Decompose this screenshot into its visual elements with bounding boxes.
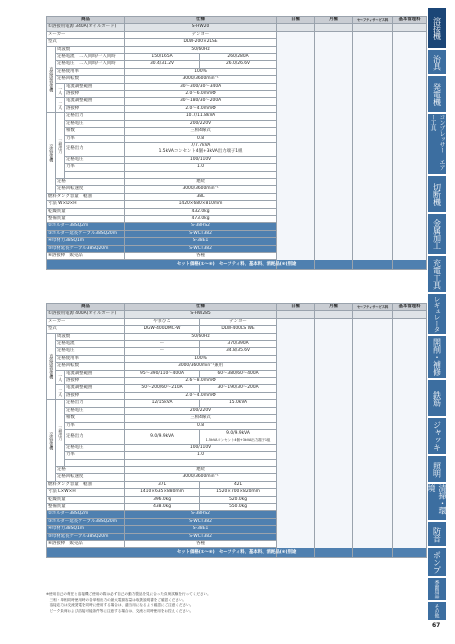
option-row: ②ホルダー38SQ2m S-38HS2 bbox=[47, 223, 427, 230]
table-row: 一人 電流調整範囲 95〜390/110〜400A 60〜380/60〜400A bbox=[47, 370, 427, 377]
tab-cleaning[interactable]: 清掃・環境 bbox=[428, 484, 446, 520]
set-price-row: セット価格(①〜⑥) セーフティ料、基本料、消耗品(⑥)別途 bbox=[47, 260, 427, 270]
table-row: 定格回転数 3000/3600min⁻¹ bbox=[47, 76, 427, 83]
table-row: 定格電圧 100/110V bbox=[47, 444, 427, 451]
tab-cordless[interactable]: 充電工具 bbox=[428, 256, 446, 292]
table-row: 溶接棒 2.0〜4.0mmΦ bbox=[47, 105, 427, 112]
table-row: 燃料タンク容量 軽油 37L 42L bbox=[47, 481, 427, 488]
table-row: 型式 DGW-400DMC-W DLW-400LS WE bbox=[47, 326, 427, 333]
tab-regulator[interactable]: レギュレータ bbox=[428, 294, 446, 334]
table-row: 燃料タンク容量 軽油 38L bbox=[47, 193, 427, 200]
table-row: 定格電圧 二人同時/一人同時 30.4/31.2V 26.0/26.6V bbox=[47, 61, 427, 68]
table-row: 一人 電流調整範囲 30〜300/30〜340A bbox=[47, 83, 427, 90]
option-row: ⑤母材延長ケーブル38SQ20m S-WCT382 bbox=[47, 533, 427, 540]
table-row: 定格電流 ー 370/390A bbox=[47, 341, 427, 348]
option-row: ③ホルダー延長ケーブル38SQ20m S-WCT382 bbox=[47, 230, 427, 237]
table-row: 定格使用率 100% bbox=[47, 355, 427, 362]
table-row: 交流発電機 三相出力 定格出力 10.7/11.8kVA bbox=[47, 113, 427, 120]
spec-table-340a bbox=[46, 16, 427, 270]
table-row: 定格出力 7/7.7kVA 1.5kVAコンセント4個+3kVA出力端子1組 bbox=[47, 142, 427, 156]
option-row: ④母材力38SQ1m S-38E1 bbox=[47, 526, 427, 533]
option-row: ⑥溶接棒 販売品 各種 bbox=[47, 252, 427, 259]
tab-excavation[interactable]: 開削・補修 bbox=[428, 336, 446, 378]
product-name: ①溶接用電源 340A(オイルガード) bbox=[47, 24, 125, 31]
table-row: 溶接棒 2.0〜6.0mmΦ bbox=[47, 91, 427, 98]
table-row: 溶接棒 2.6〜8.0mmΦ bbox=[47, 378, 427, 385]
product-code: S-HW285 bbox=[125, 311, 277, 318]
table-row: 直流溶接発電機 周波数 50/60Hz bbox=[47, 333, 427, 340]
tab-metalwork[interactable]: 金属加工 bbox=[428, 214, 446, 254]
table-row: 定格 連続 bbox=[47, 466, 427, 473]
table-row: 定格使用率 100% bbox=[47, 68, 427, 75]
option-row: ⑤母材延長ケーブル38SQ20m S-WCT382 bbox=[47, 245, 427, 252]
table-row: 乾燥質量 396.0kg 520.0kg bbox=[47, 496, 427, 503]
table-row: 整備質量 473.0kg bbox=[47, 215, 427, 222]
table-row: 定格電流 二人同時/一人同時 150/165A 260/280A bbox=[47, 54, 427, 61]
tab-jig[interactable]: 治具 bbox=[428, 50, 446, 74]
tab-compressor[interactable]: コンプレッサー エアー工具 bbox=[428, 114, 446, 174]
tab-others[interactable]: その他 bbox=[428, 602, 446, 620]
table-row: 定格回転数 3000/3600min⁻¹兼用 bbox=[47, 363, 427, 370]
table-row: 二人 電流調整範囲 30〜180/30〜200A bbox=[47, 98, 427, 105]
footnotes: ※使用自己の責任と溶接機ご使用の際は必ず自己の動力製品を見に合った負荷試験を行ってください。 三相・単相同時使用時の各単相出力の最大電源容量は取扱説明書をご確認ください。 溶接応力は交流発電を同時に使用する場合は、適当用になるよう確認にご注意ください。 ピーク負荷および溶接可能条件等に注意する場合は、交流と同時使用をお控えください。 bbox=[46, 592, 211, 613]
table-row: 型式 DLW-200×2LSE bbox=[47, 39, 427, 46]
table-row: 寸法 W×D×H 1420×680×810mm bbox=[47, 201, 427, 208]
product-row bbox=[47, 24, 427, 31]
set-price-row: セット価格(①〜⑥) セーフティ料、基本料、消耗品(⑥)別途 bbox=[47, 548, 427, 558]
tab-rebar[interactable]: 鉄筋 bbox=[428, 380, 446, 416]
tab-cutter[interactable]: 切断機 bbox=[428, 176, 446, 212]
group-label: 直流溶接発電機 bbox=[47, 46, 56, 113]
table-row: 定格電圧 100/110V bbox=[47, 156, 427, 163]
table-row: 溶接棒 2.0〜4.0mmΦ bbox=[47, 392, 427, 399]
option-row: ③ホルダー延長ケーブル38SQ20m S-WCT382 bbox=[47, 518, 427, 525]
table-row: 直流溶接発電機 周波数 50/60Hz bbox=[47, 46, 427, 53]
table-row: 整備質量 438.0kg 550.0kg bbox=[47, 503, 427, 510]
tab-generator[interactable]: 発電機 bbox=[428, 76, 446, 112]
category-sidebar bbox=[428, 8, 446, 620]
table-row: 乾燥質量 432.0kg bbox=[47, 208, 427, 215]
table-row: 力率 0.8 bbox=[47, 422, 427, 429]
table-row: 力率 0.8 bbox=[47, 135, 427, 142]
table-row: 交流発電機 三相出力 定格出力 12/15kVA 15.0kVA bbox=[47, 400, 427, 407]
table-row: 定格電圧 200/220V bbox=[47, 120, 427, 127]
table-row: 定格出力 9.0/9.9kVA 9.0/9.9kVA 1.5kVAコンセント4個+3kVA出力端子1組 bbox=[47, 429, 427, 444]
tab-welding[interactable]: 溶接機 bbox=[428, 8, 446, 48]
table-row: 定格電圧 200/220V bbox=[47, 407, 427, 414]
option-row: ④母材力38SQ1m S-38E1 bbox=[47, 238, 427, 245]
tab-lighting[interactable]: 照明 bbox=[428, 456, 446, 482]
tab-jack[interactable]: ジャッキ bbox=[428, 418, 446, 454]
product-row bbox=[47, 311, 427, 318]
table-header: 商品 仕様 日極 月極 セーフティサービス料 基本管理料 bbox=[47, 304, 427, 311]
table-row: 定格 連続 bbox=[47, 178, 427, 185]
tab-pump[interactable]: ポンプ bbox=[428, 548, 446, 576]
table-row: 定格回転速度 3000/3600min⁻¹ bbox=[47, 186, 427, 193]
option-row: ⑥溶接棒 販売品 各種 bbox=[47, 540, 427, 547]
product-name: ①溶接用電源 400A(オイルガード) bbox=[47, 311, 125, 318]
table-header: 商品 仕様 日極 月極 セーフティサービス料 基本管理料 bbox=[47, 17, 427, 24]
product-code: S-HW20 bbox=[125, 24, 277, 31]
tab-soundproof[interactable]: 防音 bbox=[428, 522, 446, 546]
table-row: 相数 三相4線式 bbox=[47, 415, 427, 422]
table-row: 力率 1.0 bbox=[47, 452, 427, 459]
spec-table-400a bbox=[46, 303, 427, 558]
table-row: 寸法 L×W×H 1410×635×880mm 1520×700×820mm bbox=[47, 489, 427, 496]
table-row: メーカー やまびこ デンヨー bbox=[47, 318, 427, 325]
table-row: 相数 三相4線式 bbox=[47, 128, 427, 135]
table-row: 力率 1.0 bbox=[47, 164, 427, 171]
tab-seasonal[interactable]: 季節用品 bbox=[428, 578, 446, 600]
table-row: 定格回転速度 3000/3600min⁻¹ bbox=[47, 474, 427, 481]
table-row: メーカー デンヨー bbox=[47, 31, 427, 38]
table-row: 定格電圧 ー 34.8/35.6V bbox=[47, 348, 427, 355]
table-row: 二人 電流調整範囲 50〜200/60〜210A 30〜190/30〜200A bbox=[47, 385, 427, 392]
option-row: ②ホルダー38SQ2m S-38HS2 bbox=[47, 511, 427, 518]
page-number: 67 bbox=[432, 622, 441, 629]
